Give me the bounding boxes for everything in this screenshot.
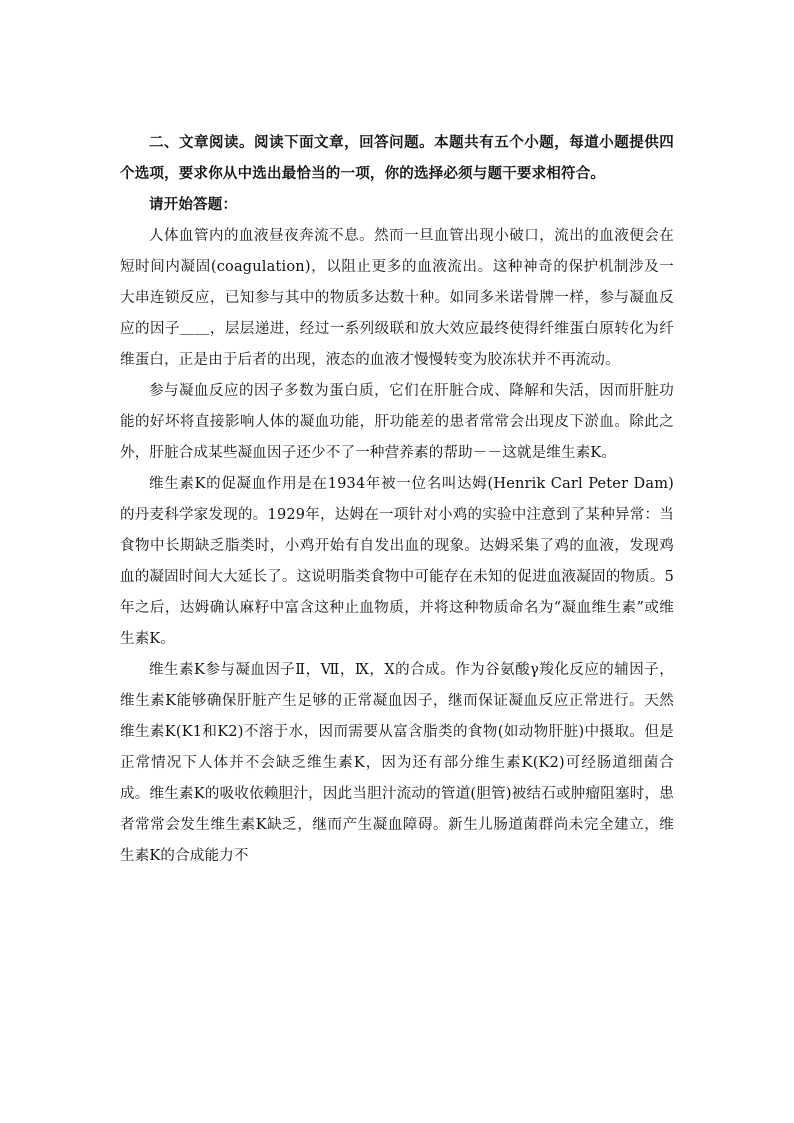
- article-paragraph-2: 参与凝血反应的因子多数为蛋白质，它们在肝脏合成、降解和失活，因而肝脏功能的好坏将直接影响人体的凝血功能，肝功能差的患者常常会出现皮下淤血。除此之外，肝脏合成某些凝血因子还少不了一种营养素的帮助－－这就是维生素K。: [120, 383, 674, 461]
- article-paragraph-4: 维生素K参与凝血因子Ⅱ，Ⅶ，Ⅸ，Ⅹ的合成。作为谷氨酸γ羧化反应的辅因子，维生素K能够确保肝脏产生足够的正常凝血因子，继而保证凝血反应正常进行。天然维生素K(K1和K2)不溶于水，因而需要从富含脂类的食物(如动物肝脏)中摄取。但是正常情况下人体并不会缺乏维生素K，因为还有部分维生素K(K2)可经肠道细菌合成。维生素K的吸收依赖胆汁，因此当胆汁流动的管道(胆管)被结石或肿瘤阻塞时，患者常常会发生维生素K缺乏，继而产生凝血障碍。新生儿肠道菌群尚未完全建立，维生素K的合成能力不: [120, 662, 674, 864]
- article-paragraph-3: 维生素K的促凝血作用是在1934年被一位名叫达姆(Henrik Carl Peter Dam)的丹麦科学家发现的。1929年，达姆在一项针对小鸡的实验中注意到了某种异常：当食物中长期缺乏脂类时，小鸡开始有自发出血的现象。达姆采集了鸡的血液，发现鸡血的凝固时间大大延长了。这说明脂类食物中可能存在未知的促进血液凝固的物质。5年之后，达姆确认麻籽中富含这种止血物质，并将这种物质命名为“凝血维生素”或维生素K。: [120, 476, 674, 647]
- section-instruction: 二、文章阅读。阅读下面文章，回答问题。本题共有五个小题，每道小题提供四个选项，要求你从中选出最恰当的一项，你的选择必须与题干要求相符合。: [120, 135, 674, 182]
- start-prompt: 请开始答题：: [149, 197, 238, 213]
- article-paragraph-1: 人体血管内的血液昼夜奔流不息。然而一旦血管出现小破口，流出的血液便会在短时间内凝固(coagulation)，以阻止更多的血液流出。这种神奇的保护机制涉及一大串连锁反应，已知参与其中的物质多达数十种。如同多米诺骨牌一样，参与凝血反应的因子＿＿，层层递进，经过一系列级联和放大效应最终使得纤维蛋白原转化为纤维蛋白，正是由于后者的出现，液态的血液才慢慢转变为胶冻状并不再流动。: [120, 228, 674, 368]
